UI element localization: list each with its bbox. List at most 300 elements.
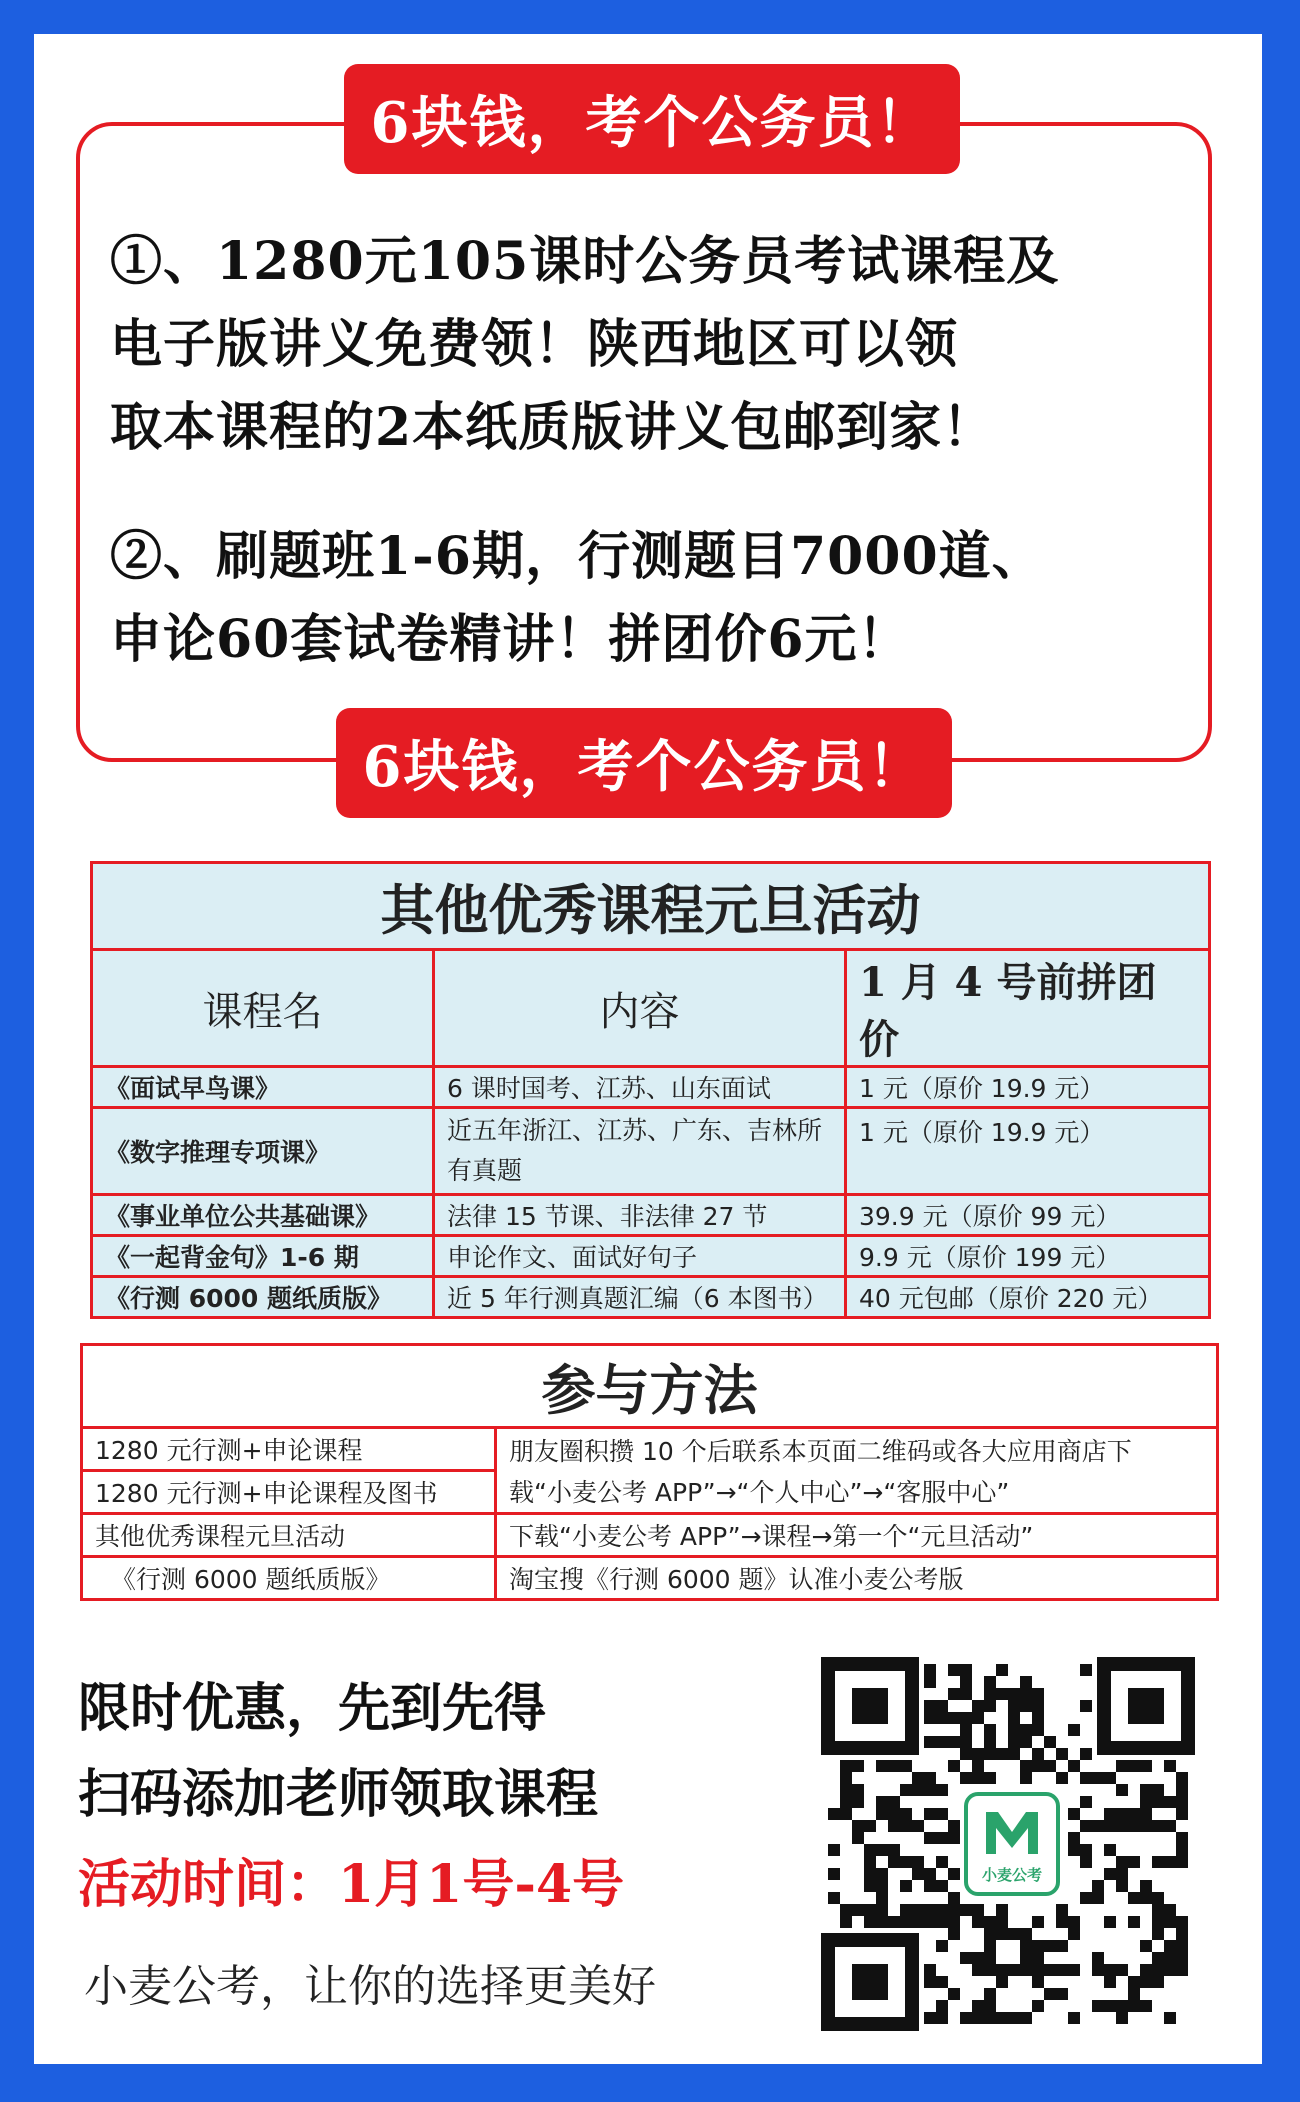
qr-module	[936, 1940, 948, 1952]
qr-module	[948, 1904, 960, 1916]
qr-module	[1116, 1880, 1128, 1892]
qr-module	[972, 2012, 984, 2024]
qr-module	[1080, 1664, 1092, 1676]
table-row	[82, 1557, 1218, 1600]
qr-module	[1164, 1856, 1176, 1868]
qr-module	[1140, 1976, 1152, 1988]
qr-module	[1128, 1976, 1140, 1988]
qr-module	[1140, 1796, 1152, 1808]
qr-module	[984, 2000, 996, 2012]
qr-module	[984, 1988, 996, 2000]
qr-module	[1152, 1904, 1164, 1916]
qr-module	[1092, 1892, 1104, 1904]
qr-module	[948, 1736, 960, 1748]
qr-module	[1104, 2000, 1116, 2012]
course-price: 9.9 元（原价 199 元）	[846, 1236, 1210, 1277]
qr-module	[1032, 1760, 1044, 1772]
qr-module	[1068, 1928, 1080, 1940]
qr-module	[1020, 1700, 1032, 1712]
qr-module	[1164, 2012, 1176, 2024]
qr-module	[1044, 1736, 1056, 1748]
qr-module	[1080, 1892, 1092, 1904]
qr-module	[1152, 1928, 1164, 1940]
qr-module	[840, 1772, 852, 1784]
promo-item-1	[110, 220, 1190, 469]
qr-module	[900, 1880, 912, 1892]
course-content: 近 5 年行测真题汇编（6 本图书）	[434, 1277, 846, 1318]
qr-module	[972, 1952, 984, 1964]
qr-module	[864, 1916, 876, 1928]
qr-module	[1140, 1892, 1152, 1904]
event-time: 活动时间：1月1号-4号	[78, 1854, 625, 1915]
qr-module	[936, 1736, 948, 1748]
qr-module	[960, 2012, 972, 2024]
qr-module	[1152, 1820, 1164, 1832]
course-name: 《数字推理专项课》	[92, 1108, 434, 1195]
qr-module	[1104, 1772, 1116, 1784]
qr-module	[1116, 2000, 1128, 2012]
qr-module	[1176, 1964, 1188, 1976]
qr-module	[960, 1772, 972, 1784]
qr-module	[1116, 1808, 1128, 1820]
qr-module	[1128, 1988, 1140, 2000]
qr-module	[1128, 1820, 1140, 1832]
qr-module	[876, 1880, 888, 1892]
qr-module	[948, 1928, 960, 1940]
method-table	[80, 1343, 1219, 1601]
table-row	[92, 1067, 1210, 1108]
qr-module	[984, 1748, 996, 1760]
qr-module	[936, 2000, 948, 2012]
qr-module	[1020, 1676, 1032, 1688]
method-table-title: 参与方法	[82, 1345, 1218, 1428]
qr-module	[1032, 1964, 1044, 1976]
qr-module	[1068, 1964, 1080, 1976]
course-name: 《面试早鸟课》	[92, 1067, 434, 1108]
qr-module	[1128, 1856, 1140, 1868]
qr-module	[1104, 1808, 1116, 1820]
qr-module	[948, 1988, 960, 2000]
qr-module	[1152, 1856, 1164, 1868]
qr-module	[1116, 2012, 1128, 2024]
qr-module	[924, 1664, 936, 1676]
qr-module	[1092, 1820, 1104, 1832]
qr-module	[924, 1808, 936, 1820]
qr-module	[864, 1868, 876, 1880]
qr-module	[1068, 1844, 1080, 1856]
qr-module	[924, 1832, 936, 1844]
qr-module	[1128, 1760, 1140, 1772]
qr-module	[948, 1712, 960, 1724]
qr-module	[1176, 1916, 1188, 1928]
scan-line: 扫码添加老师领取课程	[78, 1764, 599, 1825]
qr-module	[984, 1964, 996, 1976]
qr-module	[1176, 1940, 1188, 1952]
qr-module	[948, 1868, 960, 1880]
qr-module	[1032, 1976, 1044, 1988]
qr-module	[1032, 1700, 1044, 1712]
promo-line: ②、刷题班1-6期，行测题目7000道、	[110, 526, 1045, 587]
qr-module	[960, 1736, 972, 1748]
qr-module	[1140, 1760, 1152, 1772]
qr-module	[864, 1880, 876, 1892]
qr-module	[924, 1904, 936, 1916]
table-row	[92, 1108, 1210, 1195]
qr-module	[1104, 1964, 1116, 1976]
qr-module	[1032, 1688, 1044, 1700]
qr-module	[864, 1904, 876, 1916]
qr-module	[1032, 1748, 1044, 1760]
qr-module	[960, 1724, 972, 1736]
header-price: 1 月 4 号前拼团价	[846, 950, 1210, 1067]
qr-module	[900, 1760, 912, 1772]
qr-module	[1020, 1724, 1032, 1736]
qr-module	[996, 1916, 1008, 1928]
promo-line: 申论60套试卷精讲！拼团价6元！	[110, 609, 911, 670]
qr-module	[996, 1928, 1008, 1940]
qr-module	[936, 1904, 948, 1916]
qr-module	[900, 1808, 912, 1820]
qr-module	[996, 1748, 1008, 1760]
qr-module	[1140, 1808, 1152, 1820]
qr-module	[972, 1964, 984, 1976]
qr-module	[972, 2000, 984, 2012]
qr-module	[948, 1688, 960, 1700]
qr-module	[876, 1904, 888, 1916]
qr-module	[948, 1664, 960, 1676]
qr-module	[1032, 1724, 1044, 1736]
table-row	[92, 1195, 1210, 1236]
qr-module	[1176, 1832, 1188, 1844]
qr-module	[840, 1784, 852, 1796]
qr-module	[1080, 1772, 1092, 1784]
qr-module	[1116, 1784, 1128, 1796]
qr-module	[984, 1928, 996, 1940]
qr-module	[936, 1784, 948, 1796]
qr-module	[840, 1760, 852, 1772]
qr-module	[996, 1664, 1008, 1676]
qr-module	[888, 1820, 900, 1832]
method-instruction: 载“小麦公考 APP”→“个人中心”→“客服中心”	[496, 1471, 1218, 1514]
qr-module	[912, 1820, 924, 1832]
qr-module	[1068, 1808, 1080, 1820]
qr-module	[1068, 1724, 1080, 1736]
qr-module	[900, 1784, 912, 1796]
brand-logo-text: 小麦公考	[981, 1866, 1043, 1884]
qr-module	[900, 1904, 912, 1916]
qr-module	[1140, 1820, 1152, 1832]
qr-module	[828, 1892, 840, 1904]
qr-module	[912, 1904, 924, 1916]
qr-module	[912, 1772, 924, 1784]
qr-module	[936, 1700, 948, 1712]
qr-module	[972, 1916, 984, 1928]
qr-module	[960, 1664, 972, 1676]
qr-module	[1152, 1796, 1164, 1808]
qr-module	[1008, 1712, 1020, 1724]
brand-logo	[966, 1794, 1058, 1894]
header-course-name: 课程名	[92, 950, 434, 1067]
qr-module	[840, 1916, 852, 1928]
qr-module	[1080, 1796, 1092, 1808]
qr-module	[852, 1784, 864, 1796]
courses-table	[90, 861, 1211, 1319]
qr-module	[924, 1712, 936, 1724]
qr-module	[936, 1856, 948, 1868]
qr-module	[984, 1952, 996, 1964]
qr-module	[852, 1820, 864, 1832]
header-content: 内容	[434, 950, 846, 1067]
qr-module	[1068, 1760, 1080, 1772]
qr-module	[1140, 1784, 1152, 1796]
qr-module	[984, 1772, 996, 1784]
qr-module	[888, 1760, 900, 1772]
qr-module	[1140, 1964, 1152, 1976]
qr-module	[912, 1868, 924, 1880]
qr-module	[888, 1796, 900, 1808]
course-content: 法律 15 节课、非法律 27 节	[434, 1195, 846, 1236]
qr-module	[1092, 1952, 1104, 1964]
course-content: 近五年浙江、江苏、广东、吉林所有真题	[434, 1108, 846, 1195]
qr-module	[1152, 1784, 1164, 1796]
qr-module	[900, 1916, 912, 1928]
qr-module	[960, 1952, 972, 1964]
qr-module	[960, 1688, 972, 1700]
qr-module	[852, 1760, 864, 1772]
qr-module	[888, 1844, 900, 1856]
qr-module	[900, 1820, 912, 1832]
qr-module	[1068, 2012, 1080, 2024]
qr-module	[948, 1832, 960, 1844]
qr-module	[984, 1724, 996, 1736]
qr-module	[1176, 1952, 1188, 1964]
qr-module	[1068, 1916, 1080, 1928]
qr-module	[1164, 1904, 1176, 1916]
qr-module	[1164, 1964, 1176, 1976]
qr-module	[912, 1784, 924, 1796]
course-price: 39.9 元（原价 99 元）	[846, 1195, 1210, 1236]
qr-module	[1032, 1916, 1044, 1928]
slogan: 小麦公考，让你的选择更美好	[84, 1961, 656, 2012]
qr-module	[912, 1856, 924, 1868]
table-row	[82, 1471, 1218, 1514]
promo-line: 取本课程的2本纸质版讲义包邮到家！	[110, 397, 996, 458]
qr-module	[1104, 1976, 1116, 1988]
qr-module	[1176, 1772, 1188, 1784]
method-item: 《行测 6000 题纸质版》	[82, 1557, 496, 1600]
method-item: 1280 元行测+申论课程	[82, 1428, 496, 1471]
qr-module	[924, 1784, 936, 1796]
qr-module	[1080, 1844, 1092, 1856]
bottom-banner-text: 6块钱，考个公务员！	[362, 734, 926, 800]
qr-module	[936, 1880, 948, 1892]
course-name: 《一起背金句》1-6 期	[92, 1236, 434, 1277]
qr-module	[1044, 1760, 1056, 1772]
qr-module	[1176, 1784, 1188, 1796]
qr-module	[1020, 2012, 1032, 2024]
qr-module	[936, 1976, 948, 1988]
qr-module	[876, 1808, 888, 1820]
qr-module	[1080, 1700, 1092, 1712]
table-row	[82, 1428, 1218, 1471]
qr-module	[1104, 1916, 1116, 1928]
qr-module	[936, 1832, 948, 1844]
qr-module	[924, 1676, 936, 1688]
qr-module	[1092, 1880, 1104, 1892]
qr-module	[1056, 1988, 1068, 2000]
qr-module	[984, 1700, 996, 1712]
qr-module	[924, 1736, 936, 1748]
qr-module	[1164, 1940, 1176, 1952]
qr-module	[996, 1976, 1008, 1988]
qr-module	[828, 1808, 840, 1820]
course-price: 1 元（原价 19.9 元）	[846, 1108, 1210, 1195]
qr-module	[1008, 1688, 1020, 1700]
qr-module	[1020, 1736, 1032, 1748]
qr-module	[1008, 1748, 1020, 1760]
qr-module	[1008, 2012, 1020, 2024]
qr-module	[1164, 1820, 1176, 1832]
course-price: 40 元包邮（原价 220 元）	[846, 1277, 1210, 1318]
courses-table-title: 其他优秀课程元旦活动	[92, 863, 1210, 950]
qr-module	[996, 1904, 1008, 1916]
qr-module	[972, 1904, 984, 1916]
qr-module	[924, 1964, 936, 1976]
qr-module	[984, 1688, 996, 1700]
qr-module	[1128, 1916, 1140, 1928]
qr-module	[1056, 1772, 1068, 1784]
qr-module	[1056, 1940, 1068, 1952]
qr-module	[1008, 1700, 1020, 1712]
qr-module	[876, 1916, 888, 1928]
qr-module	[1140, 1940, 1152, 1952]
qr-module	[1140, 1880, 1152, 1892]
qr-module	[1080, 1748, 1092, 1760]
qr-module	[948, 1820, 960, 1832]
qr-module	[936, 2012, 948, 2024]
qr-module	[1020, 1952, 1032, 1964]
qr-module	[1152, 1892, 1164, 1904]
qr-module	[876, 1868, 888, 1880]
method-instruction: 下载“小麦公考 APP”→课程→第一个“元旦活动”	[496, 1514, 1218, 1557]
method-item: 1280 元行测+申论课程及图书	[82, 1471, 496, 1514]
bottom-banner	[336, 708, 952, 818]
top-banner	[344, 64, 960, 174]
qr-module	[936, 1916, 948, 1928]
qr-module	[1020, 1928, 1032, 1940]
qr-module	[996, 2012, 1008, 2024]
qr-module	[924, 1976, 936, 1988]
qr-module	[876, 1796, 888, 1808]
table-row	[82, 1514, 1218, 1557]
qr-module	[1032, 1952, 1044, 1964]
course-name: 《事业单位公共基础课》	[92, 1195, 434, 1236]
qr-module	[1116, 1760, 1128, 1772]
qr-module	[864, 1820, 876, 1832]
qr-module	[1056, 1916, 1068, 1928]
qr-module	[948, 1760, 960, 1772]
qr-module	[864, 1856, 876, 1868]
qr-module	[1164, 1796, 1176, 1808]
qr-module	[1008, 1724, 1020, 1736]
qr-module	[1044, 1940, 1056, 1952]
method-instruction: 淘宝搜《行测 6000 题》认准小麦公考版	[496, 1557, 1218, 1600]
top-banner-text: 6块钱，考个公务员！	[370, 90, 934, 156]
qr-module	[1020, 1688, 1032, 1700]
qr-module	[924, 1880, 936, 1892]
qr-module	[1080, 1820, 1092, 1832]
qr-module	[1056, 1904, 1068, 1916]
qr-module	[876, 1892, 888, 1904]
qr-module	[1128, 2000, 1140, 2012]
qr-module	[996, 1964, 1008, 1976]
qr-code-icon[interactable]	[818, 1654, 1198, 2034]
qr-module	[924, 2012, 936, 2024]
qr-module	[852, 1832, 864, 1844]
course-name: 《行测 6000 题纸质版》	[92, 1277, 434, 1318]
qr-module	[1092, 2000, 1104, 2012]
method-instruction: 朋友圈积攒 10 个后联系本页面二维码或各大应用商店下	[496, 1428, 1218, 1471]
qr-module	[972, 1748, 984, 1760]
qr-module	[924, 1916, 936, 1928]
table-row	[92, 1277, 1210, 1318]
qr-module	[840, 1904, 852, 1916]
qr-module	[900, 1856, 912, 1868]
qr-module	[1116, 1820, 1128, 1832]
qr-module	[1176, 1808, 1188, 1820]
qr-module	[936, 1808, 948, 1820]
qr-module	[1164, 1952, 1176, 1964]
qr-module	[996, 1688, 1008, 1700]
qr-module	[888, 1856, 900, 1868]
promo-item-2	[110, 515, 1190, 681]
qr-module	[936, 1712, 948, 1724]
qr-module	[1008, 1736, 1020, 1748]
qr-module	[864, 1844, 876, 1856]
method-item: 其他优秀课程元旦活动	[82, 1514, 496, 1557]
qr-module	[984, 1940, 996, 1952]
qr-module	[984, 1736, 996, 1748]
qr-module	[1032, 1712, 1044, 1724]
qr-module	[948, 1916, 960, 1928]
qr-module	[1176, 1844, 1188, 1856]
qr-module	[888, 1808, 900, 1820]
qr-module	[1032, 1940, 1044, 1952]
course-content: 申论作文、面试好句子	[434, 1236, 846, 1277]
qr-module	[1104, 1820, 1116, 1832]
qr-module	[948, 1892, 960, 1904]
qr-module	[840, 1796, 852, 1808]
qr-module	[1176, 1856, 1188, 1868]
qr-module	[1092, 1964, 1104, 1976]
qr-module	[1152, 1964, 1164, 1976]
qr-module	[1020, 1772, 1032, 1784]
qr-module	[1020, 1760, 1032, 1772]
qr-module	[1116, 1868, 1128, 1880]
qr-module	[1128, 1808, 1140, 1820]
qr-module	[1008, 1928, 1020, 1940]
qr-module	[828, 1868, 840, 1880]
qr-module	[924, 1700, 936, 1712]
qr-module	[972, 1772, 984, 1784]
table-row	[92, 1236, 1210, 1277]
qr-module	[1020, 1940, 1032, 1952]
qr-module	[972, 1760, 984, 1772]
qr-module	[828, 1844, 840, 1856]
qr-module	[1068, 1832, 1080, 1844]
course-price: 1 元（原价 19.9 元）	[846, 1067, 1210, 1108]
qr-module	[840, 1808, 852, 1820]
